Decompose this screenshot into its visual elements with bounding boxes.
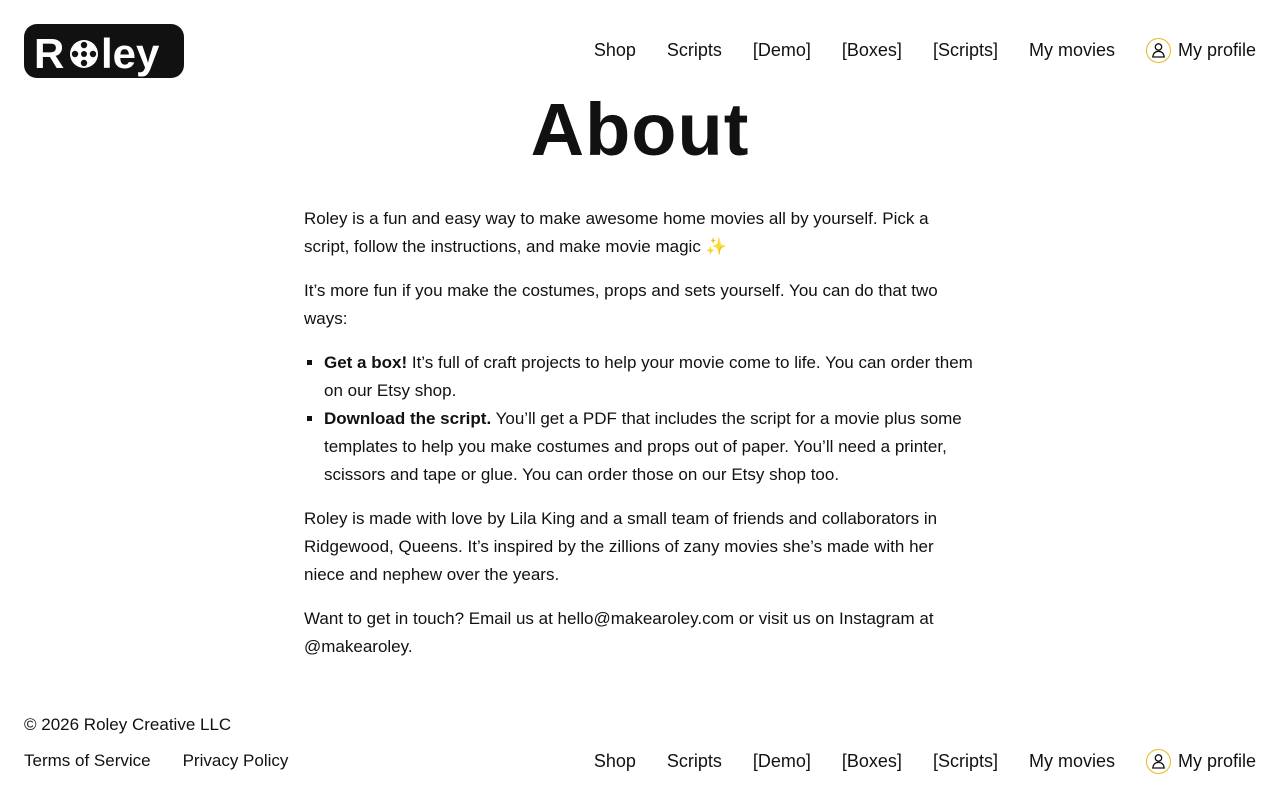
ways-list <box>304 349 976 489</box>
nav-scripts[interactable]: Scripts <box>666 40 722 60</box>
profile-label: My profile <box>1177 40 1256 60</box>
page-title: About <box>530 88 750 171</box>
profile-label: My profile <box>1177 751 1256 771</box>
way-text: You’ll get a PDF that includes the script for a movie plus some templates to help you make costumes and props out of paper. You’ll need a printer, scissors and tape or glue. You can order those on our Etsy shop too. <box>324 409 962 484</box>
nav-boxes[interactable]: [Boxes] <box>841 40 902 60</box>
footer-nav-scripts-bracket[interactable]: [Scripts] <box>932 751 998 771</box>
privacy-link[interactable]: Privacy Policy <box>182 751 289 770</box>
user-icon <box>1146 38 1171 63</box>
way-title: Download the script. <box>324 409 492 428</box>
footer-nav-shop[interactable]: Shop <box>593 751 636 771</box>
nav-demo[interactable]: [Demo] <box>752 40 811 60</box>
intro-paragraph: Roley is a fun and easy way to make awesome home movies all by yourself. Pick a script, follow the instructions, and make movie magic ✨ <box>304 209 929 256</box>
user-icon <box>1146 749 1171 774</box>
svg-text:ley: ley <box>101 30 160 77</box>
top-nav <box>594 34 1256 66</box>
footer-nav-demo[interactable]: [Demo] <box>752 751 811 771</box>
svg-text:R: R <box>34 30 65 77</box>
roley-logo[interactable] <box>24 24 184 78</box>
footer-legal-links <box>24 746 288 776</box>
nav-shop[interactable]: Shop <box>593 40 636 60</box>
footer-nav-my-profile[interactable] <box>1146 745 1256 777</box>
footer-nav <box>594 745 1256 777</box>
footer-nav-scripts[interactable]: Scripts <box>666 751 722 771</box>
nav-scripts-bracket[interactable]: [Scripts] <box>932 40 998 60</box>
about-content <box>304 205 976 677</box>
list-item <box>324 349 976 405</box>
nav-my-movies[interactable]: My movies <box>1028 40 1115 60</box>
footer-nav-boxes[interactable]: [Boxes] <box>841 751 902 771</box>
copyright: © 2026 Roley Creative LLC <box>24 715 232 734</box>
terms-link[interactable]: Terms of Service <box>24 751 151 770</box>
footer-nav-my-movies[interactable]: My movies <box>1028 751 1115 771</box>
made-by-paragraph: Roley is made with love by Lila King and a small team of friends and collaborators in Ridgewood, Queens. It’s inspired by the zillions of zany movies she’s made with her niece and nephew over the years. <box>304 509 938 584</box>
list-item <box>324 405 976 489</box>
contact-paragraph: Want to get in touch? Email us at hello@makearoley.com or visit us on Instagram at @makearoley. <box>304 609 934 656</box>
way-title: Get a box! <box>324 353 408 372</box>
way-text: It’s full of craft projects to help your movie come to life. You can order them on our Etsy shop. <box>324 353 973 400</box>
nav-my-profile[interactable] <box>1146 34 1256 66</box>
ways-intro-paragraph: It’s more fun if you make the costumes, props and sets yourself. You can do that two ways: <box>304 281 938 328</box>
